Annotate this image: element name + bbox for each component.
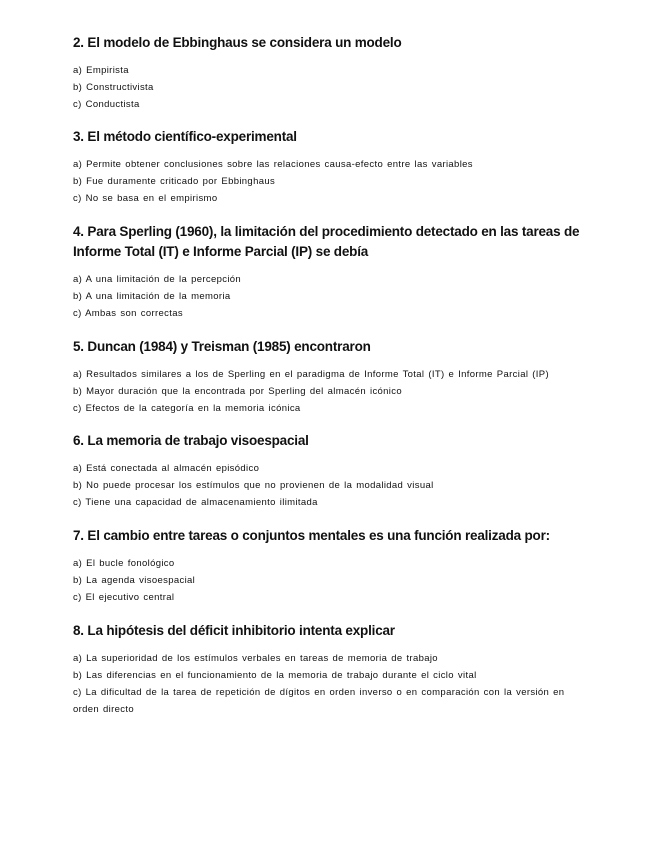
question-title: 8. La hipótesis del déficit inhibitorio intenta explicar xyxy=(73,623,395,638)
option-list xyxy=(73,555,593,606)
question-4 xyxy=(73,222,593,322)
option-c: c) La dificultad de la tarea de repetición de dígitos en orden inverso o en comparación con la versión en orden directo xyxy=(73,687,565,715)
option-c: c) Ambas son correctas xyxy=(73,308,183,319)
option-list xyxy=(73,650,593,718)
option-b: b) La agenda visoespacial xyxy=(73,575,196,586)
option-c: c) Tiene una capacidad de almacenamiento ilimitada xyxy=(73,497,318,508)
question-title: 6. La memoria de trabajo visoespacial xyxy=(73,433,309,448)
option-a: a) Está conectada al almacén episódico xyxy=(73,463,260,474)
option-b: b) A una limitación de la memoria xyxy=(73,291,231,302)
question-title: 2. El modelo de Ebbinghaus se considera un modelo xyxy=(73,35,402,50)
option-c: c) El ejecutivo central xyxy=(73,592,175,603)
option-c: c) Efectos de la categoría en la memoria icónica xyxy=(73,403,301,414)
question-title: 5. Duncan (1984) y Treisman (1985) encontraron xyxy=(73,339,371,354)
option-c: c) Conductista xyxy=(73,99,140,110)
question-6 xyxy=(73,431,593,511)
option-list xyxy=(73,62,593,113)
option-a: a) El bucle fonológico xyxy=(73,558,175,569)
option-a: a) Permite obtener conclusiones sobre las relaciones causa-efecto entre las variables xyxy=(73,159,473,170)
option-a: a) La superioridad de los estímulos verbales en tareas de memoria de trabajo xyxy=(73,653,438,664)
option-list xyxy=(73,271,593,322)
question-8 xyxy=(73,621,593,718)
question-5 xyxy=(73,337,593,417)
option-list xyxy=(73,156,593,207)
option-a: a) Empirista xyxy=(73,65,129,76)
option-a: a) Resultados similares a los de Sperling en el paradigma de Informe Total (IT) e Informe Parcial (IP) xyxy=(73,369,549,380)
question-title: 3. El método científico-experimental xyxy=(73,129,297,144)
option-b: b) No puede procesar los estímulos que no provienen de la modalidad visual xyxy=(73,480,434,491)
question-3 xyxy=(73,127,593,207)
option-list xyxy=(73,460,593,511)
question-title: 7. El cambio entre tareas o conjuntos mentales es una función realizada por: xyxy=(73,528,550,543)
option-b: b) Constructivista xyxy=(73,82,154,93)
option-list xyxy=(73,366,593,417)
question-title: 4. Para Sperling (1960), la limitación del procedimiento detectado en las tareas de Informe Total (IT) e Informe Parcial (IP) se debía xyxy=(73,224,580,259)
option-c: c) No se basa en el empirismo xyxy=(73,193,218,204)
option-b: b) Mayor duración que la encontrada por Sperling del almacén icónico xyxy=(73,386,402,397)
question-7 xyxy=(73,526,593,606)
option-b: b) Las diferencias en el funcionamiento de la memoria de trabajo durante el ciclo vital xyxy=(73,670,477,681)
option-a: a) A una limitación de la percepción xyxy=(73,274,242,285)
question-2 xyxy=(73,33,593,113)
option-b: b) Fue duramente criticado por Ebbinghaus xyxy=(73,176,276,187)
